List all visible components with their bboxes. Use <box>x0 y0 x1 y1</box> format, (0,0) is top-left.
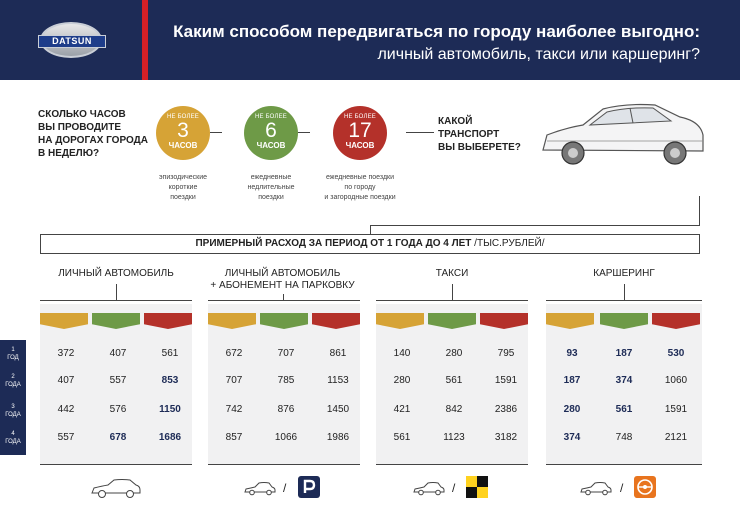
connector-line <box>546 300 702 301</box>
table-cell: 742 <box>225 404 243 415</box>
category-taxi: ТАКСИ <box>435 268 469 279</box>
connector-line <box>624 284 625 300</box>
table-cell: 93 <box>566 348 578 359</box>
carsharing-icon <box>634 476 656 498</box>
table-cell: 374 <box>615 375 633 386</box>
table-cell: 372 <box>57 348 75 359</box>
year-word: ГОДА <box>5 439 21 445</box>
connector-line <box>370 225 371 234</box>
table-cell: 421 <box>393 404 411 415</box>
table-cell: 407 <box>57 375 75 386</box>
year-label <box>0 367 26 398</box>
connector-line <box>298 132 310 133</box>
slash-separator: / <box>452 481 456 495</box>
slash-separator: / <box>283 481 287 495</box>
table-cell: 530 <box>667 348 685 359</box>
summary-box <box>40 234 700 254</box>
connector-line <box>546 464 702 465</box>
option-circle-17h <box>333 106 387 160</box>
table-cell: 1150 <box>159 404 181 415</box>
table-cell: 785 <box>277 375 295 386</box>
table-cell: 861 <box>329 348 347 359</box>
table-cell: 561 <box>445 375 463 386</box>
option-number: 17 <box>348 119 372 142</box>
table-cell: 707 <box>277 348 295 359</box>
table-cell: 707 <box>225 375 243 386</box>
table-cell: 1986 <box>326 432 350 443</box>
hours-question: СКОЛЬКО ЧАСОВ ВЫ ПРОВОДИТЕ НА ДОРОГАХ ГОРОДА В НЕДЕЛЮ? <box>38 109 148 159</box>
table-cell: 842 <box>445 404 463 415</box>
table-cell: 280 <box>393 375 411 386</box>
table-cell: 672 <box>225 348 243 359</box>
car-icon <box>580 482 612 496</box>
slash-separator: / <box>620 481 624 495</box>
datsun-logo <box>40 22 102 58</box>
connector-line <box>116 284 117 300</box>
table-cell: 280 <box>563 404 581 415</box>
option-unit: ЧАСОВ <box>168 141 198 150</box>
table-cell: 853 <box>161 375 179 386</box>
car-icon <box>244 482 276 496</box>
connector-line <box>208 464 360 465</box>
option-unit: ЧАСОВ <box>256 141 286 150</box>
year-number: 3 <box>11 404 15 410</box>
table-cell: 280 <box>445 348 463 359</box>
table-cell: 576 <box>109 404 127 415</box>
transport-question: КАКОЙ ТРАНСПОРТ ВЫ ВЫБЕРЕТЕ? <box>438 116 521 153</box>
option-unit: ЧАСОВ <box>345 141 375 150</box>
taxi-icon <box>466 476 488 498</box>
table-cell: 561 <box>615 404 633 415</box>
option-caption: эпизодические короткие поездки <box>158 174 208 201</box>
year-number: 1 <box>11 347 15 353</box>
header-accent-bar <box>142 0 148 80</box>
table-cell: 561 <box>393 432 411 443</box>
year-label <box>0 424 26 455</box>
connector-line <box>40 464 192 465</box>
option-circle-3h <box>156 106 210 160</box>
summary-title: ПРИМЕРНЫЙ РАСХОД ЗА ПЕРИОД ОТ 1 ГОДА ДО 4 ЛЕТ <box>195 238 472 249</box>
connector-line <box>208 300 360 301</box>
table-cell: 857 <box>225 432 243 443</box>
table-cell: 2121 <box>664 432 688 443</box>
car-icon <box>413 482 445 496</box>
title-line-2: личный автомобиль, такси или каршеринг? <box>377 46 700 63</box>
connector-line <box>376 464 528 465</box>
table-cell: 140 <box>393 348 411 359</box>
option-caption: ежедневные недлительные поездки <box>247 174 295 201</box>
table-cell: 795 <box>497 348 515 359</box>
connector-line <box>376 300 528 301</box>
option-caption: ежедневные поездки по городу и загородные поездки <box>324 174 396 201</box>
table-cell: 1060 <box>664 375 688 386</box>
car-illustration-icon <box>535 95 710 175</box>
table-cell: 1123 <box>443 432 465 443</box>
year-word: ГОДА <box>5 382 21 388</box>
connector-line <box>210 132 222 133</box>
summary-unit: /ТЫС.РУБЛЕЙ/ <box>471 238 545 249</box>
option-number: 3 <box>177 119 189 142</box>
year-word: ГОДА <box>5 412 21 418</box>
option-label: НЕ БОЛЕЕ <box>343 114 376 120</box>
category-carsharing: КАРШЕРИНГ <box>593 268 655 279</box>
connector-line <box>406 132 434 133</box>
table-cell: 561 <box>161 348 179 359</box>
option-label: НЕ БОЛЕЕ <box>254 114 287 120</box>
table-cell: 1450 <box>326 404 350 415</box>
datsun-logo-text: DATSUN <box>38 35 106 48</box>
table-cell: 187 <box>563 375 581 386</box>
table-cell: 876 <box>277 404 295 415</box>
category-personal-car: ЛИЧНЫЙ АВТОМОБИЛЬ <box>58 268 174 279</box>
table-cell: 442 <box>57 404 75 415</box>
option-circle-6h <box>244 106 298 160</box>
table-cell: 187 <box>615 348 633 359</box>
option-label: НЕ БОЛЕЕ <box>166 114 199 120</box>
year-number: 2 <box>11 374 15 380</box>
car-icon <box>90 478 142 500</box>
connector-line <box>370 225 700 226</box>
table-cell: 374 <box>563 432 581 443</box>
title-line-1: Каким способом передвигаться по городу наиболее выгодно: <box>173 22 700 41</box>
table-cell: 748 <box>615 432 633 443</box>
category-car-parking: ЛИЧНЫЙ АВТОМОБИЛЬ + АБОНЕМЕНТ НА ПАРКОВКУ <box>210 268 355 291</box>
year-word: ГОД <box>7 355 19 361</box>
table-cell: 407 <box>109 348 127 359</box>
connector-line <box>40 300 192 301</box>
year-number: 4 <box>11 431 15 437</box>
connector-line <box>452 284 453 300</box>
table-cell: 1686 <box>158 432 182 443</box>
connector-line <box>699 196 700 226</box>
table-cell: 1591 <box>494 375 518 386</box>
table-cell: 1066 <box>274 432 298 443</box>
table-cell: 1153 <box>327 375 349 386</box>
header-banner <box>0 0 740 80</box>
table-cell: 557 <box>109 375 127 386</box>
option-number: 6 <box>265 119 277 142</box>
table-cell: 1591 <box>664 404 688 415</box>
parking-icon <box>298 476 320 498</box>
table-cell: 678 <box>109 432 127 443</box>
table-cell: 2386 <box>494 404 518 415</box>
table-cell: 3182 <box>494 432 518 443</box>
table-cell: 557 <box>57 432 75 443</box>
